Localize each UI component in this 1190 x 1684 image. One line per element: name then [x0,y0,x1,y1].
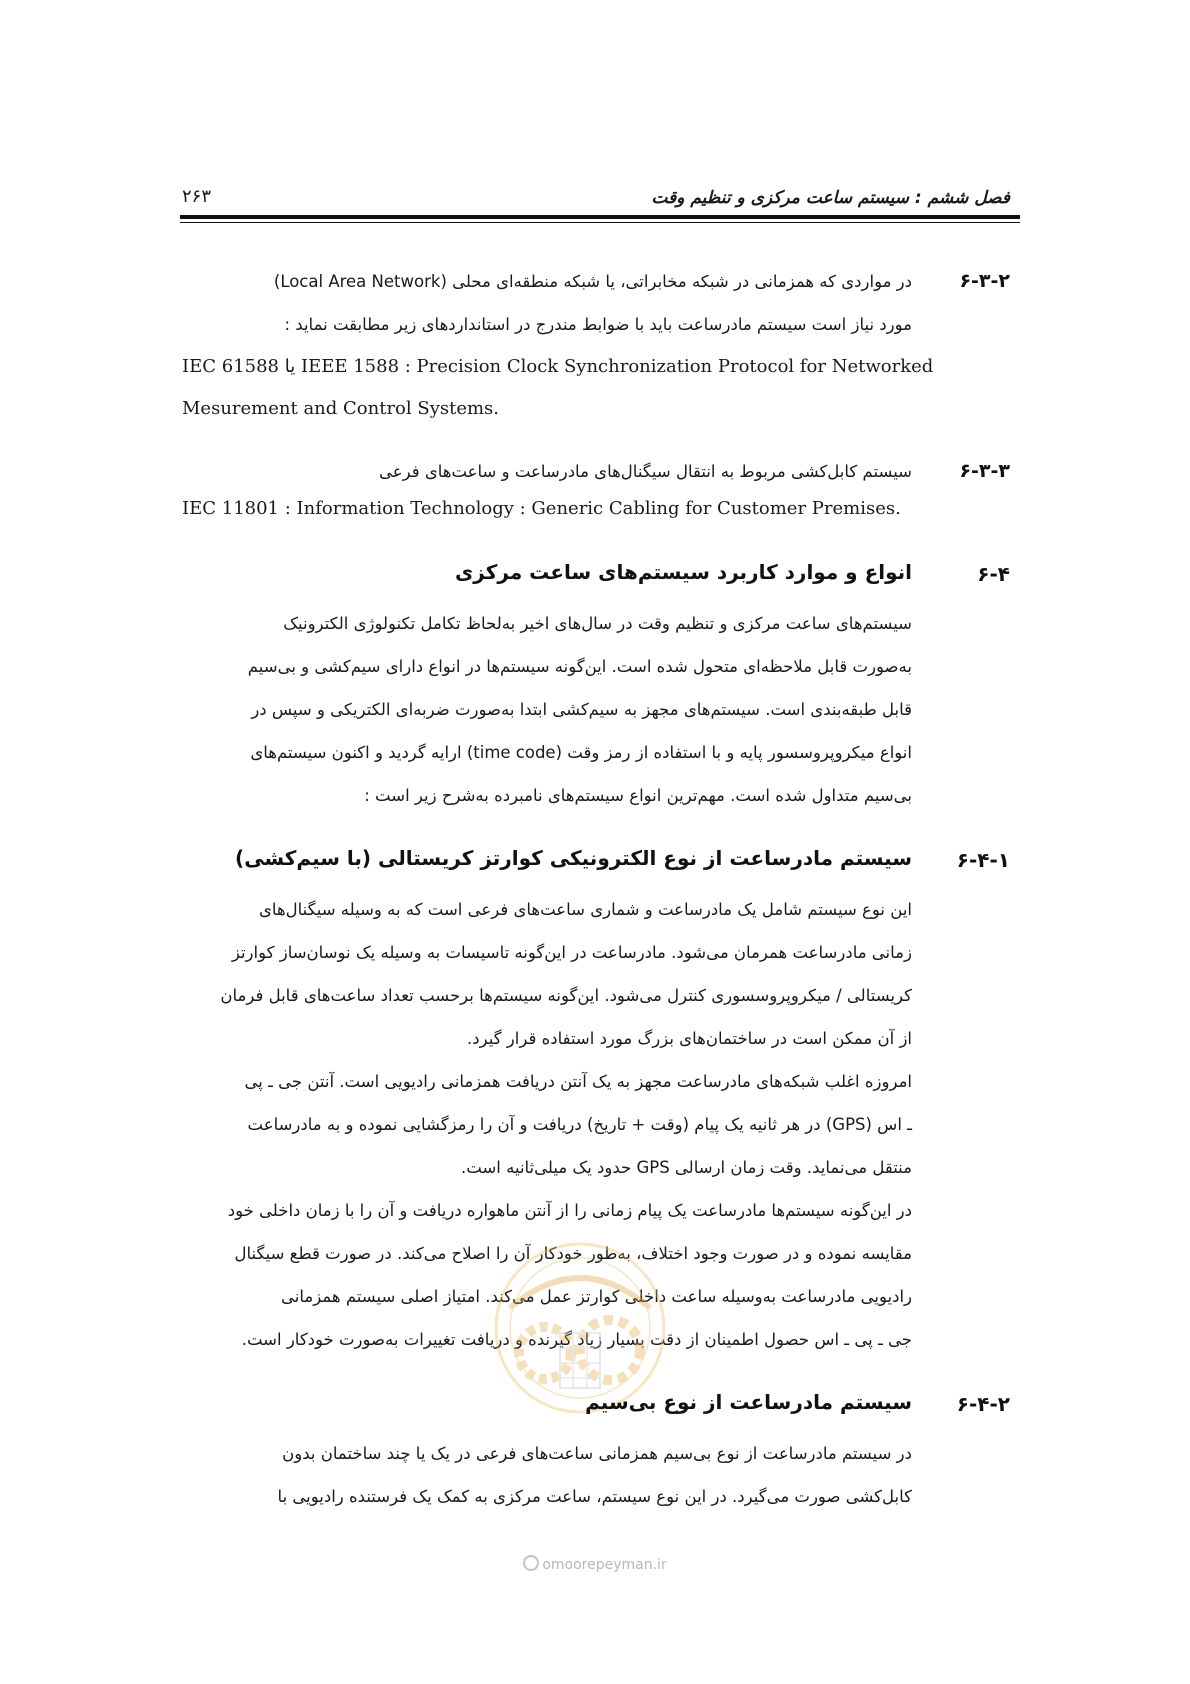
paragraph-line: ـ اس (GPS) در هر ثانیه یک پیام (وقت + تاریخ) دریافت و آن را رمزگشایی نموده و به مادرساعت [247,1115,912,1134]
standard-reference-line: Mesurement and Control Systems. [182,398,500,419]
watermark-logo-icon [523,1555,539,1571]
paragraph-line: به‌صورت قابل ملاحظه‌ای متحول شده است. این‌گونه سیستم‌ها در انواع دارای سیم‌کشی و بی‌سیم [247,657,912,676]
paragraph-line: مورد نیاز است سیستم مادرساعت باید با ضوابط مندرج در استانداردهای زیر مطابقت نماید : [284,315,912,334]
header-rule-thin [180,222,1020,223]
section-number: ۶-۳-۳ [959,460,1010,482]
section-number: ۶-۴-۲ [956,1392,1010,1416]
section-number: ۶-۴-۱ [956,848,1010,872]
watermark-url-text: omoorepeyman.ir [542,1557,667,1573]
paragraph-line: بی‌سیم متداول شده است. مهم‌ترین انواع سیستم‌های نامبرده به‌شرح زیر است : [364,786,912,805]
paragraph-line: سیستم‌های ساعت مرکزی و تنظیم وقت در سال‌های اخیر به‌لحاظ تکامل تکنولوژی الکترونیک [283,614,912,633]
watermark-url [490,1555,700,1573]
paragraph-line: قابل طبقه‌بندی است. سیستم‌های مجهز به سیم‌کشی ابتدا به‌صورت ضربه‌ای الکتریکی و سپس در [251,700,912,719]
section-number: ۶-۴ [977,562,1010,586]
standard-reference-line: IEC 61588 یا IEEE 1588 : Precision Clock Synchronization Protocol for Networked [182,356,934,377]
section-number: ۶-۳-۲ [959,270,1010,292]
paragraph-line: در مواردی که همزمانی در شبکه مخابراتی، یا شبکه منطقه‌ای محلی (Local Area Network) [273,272,912,291]
header-rule-thick [180,215,1020,219]
paragraph-line: در سیستم مادرساعت از نوع بی‌سیم همزمانی ساعت‌های فرعی در یک یا چند ساختمان بدون [282,1444,912,1463]
paragraph-line: مقایسه نموده و در صورت وجود اختلاف، به‌طور خودکار آن را اصلاح می‌کند. در صورت قطع سیگنال [234,1244,912,1263]
section-heading: سیستم مادرساعت از نوع الکترونیکی کوارتز کریستالی (با سیم‌کشی) [235,846,912,870]
section-heading: انواع و موارد کاربرد سیستم‌های ساعت مرکزی [454,560,912,584]
paragraph-line: زمانی مادرساعت همرمان می‌شود. مادرساعت در این‌گونه تاسیسات به وسیله یک نوسان‌ساز کوارتز [231,943,912,962]
standard-reference-line: IEC 11801 : Information Technology : Generic Cabling for Customer Premises. [182,498,901,519]
page-number: ۲۶۳ [182,186,212,207]
paragraph-line: کریستالی / میکروپروسسوری کنترل می‌شود. این‌گونه سیستم‌ها برحسب تعداد ساعت‌های قابل فرمان [220,986,912,1005]
chapter-title: فصل ششم : سیستم ساعت مرکزی و تنظیم وقت [651,188,1010,208]
section-heading: سیستم مادرساعت از نوع بی‌سیم [585,1390,912,1414]
paragraph-line: منتقل می‌نماید. وقت زمان ارسالی GPS حدود یک میلی‌ثانیه است. [461,1158,912,1177]
paragraph-line: جی ـ پی ـ اس حصول اطمینان از دقت بسیار زیاد گیرنده و دریافت تغییرات به‌صورت خودکار است. [241,1330,912,1349]
paragraph-line: امروزه اغلب شبکه‌های مادرساعت مجهز به یک آنتن دریافت همزمانی رادیویی است. آنتن جی ـ پی [244,1072,912,1091]
paragraph-line: این نوع سیستم شامل یک مادرساعت و شماری ساعت‌های فرعی است که به وسیله سیگنال‌های [259,900,912,919]
paragraph-line: کابل‌کشی صورت می‌گیرد. در این نوع سیستم، ساعت مرکزی به کمک یک فرستنده رادیویی با [277,1487,912,1506]
paragraph-line: رادیویی مادرساعت به‌وسیله ساعت داخلی کوارتز عمل می‌کند. امتیاز اصلی سیستم همزمانی [281,1287,912,1306]
paragraph-line: سیستم کابل‌کشی مربوط به انتقال سیگنال‌های مادرساعت و ساعت‌های فرعی [379,462,912,481]
paragraph-line: انواع میکروپروسسور پایه و با استفاده از رمز وقت (time code) ارایه گردید و اکنون سیستم‌های [250,743,912,762]
paragraph-line: در این‌گونه سیستم‌ها مادرساعت یک پیام زمانی را از آنتن ماهواره دریافت و آن را با زمان داخلی خود [227,1201,912,1220]
paragraph-line: از آن ممکن است در ساختمان‌های بزرگ مورد استفاده قرار گیرد. [467,1029,912,1048]
